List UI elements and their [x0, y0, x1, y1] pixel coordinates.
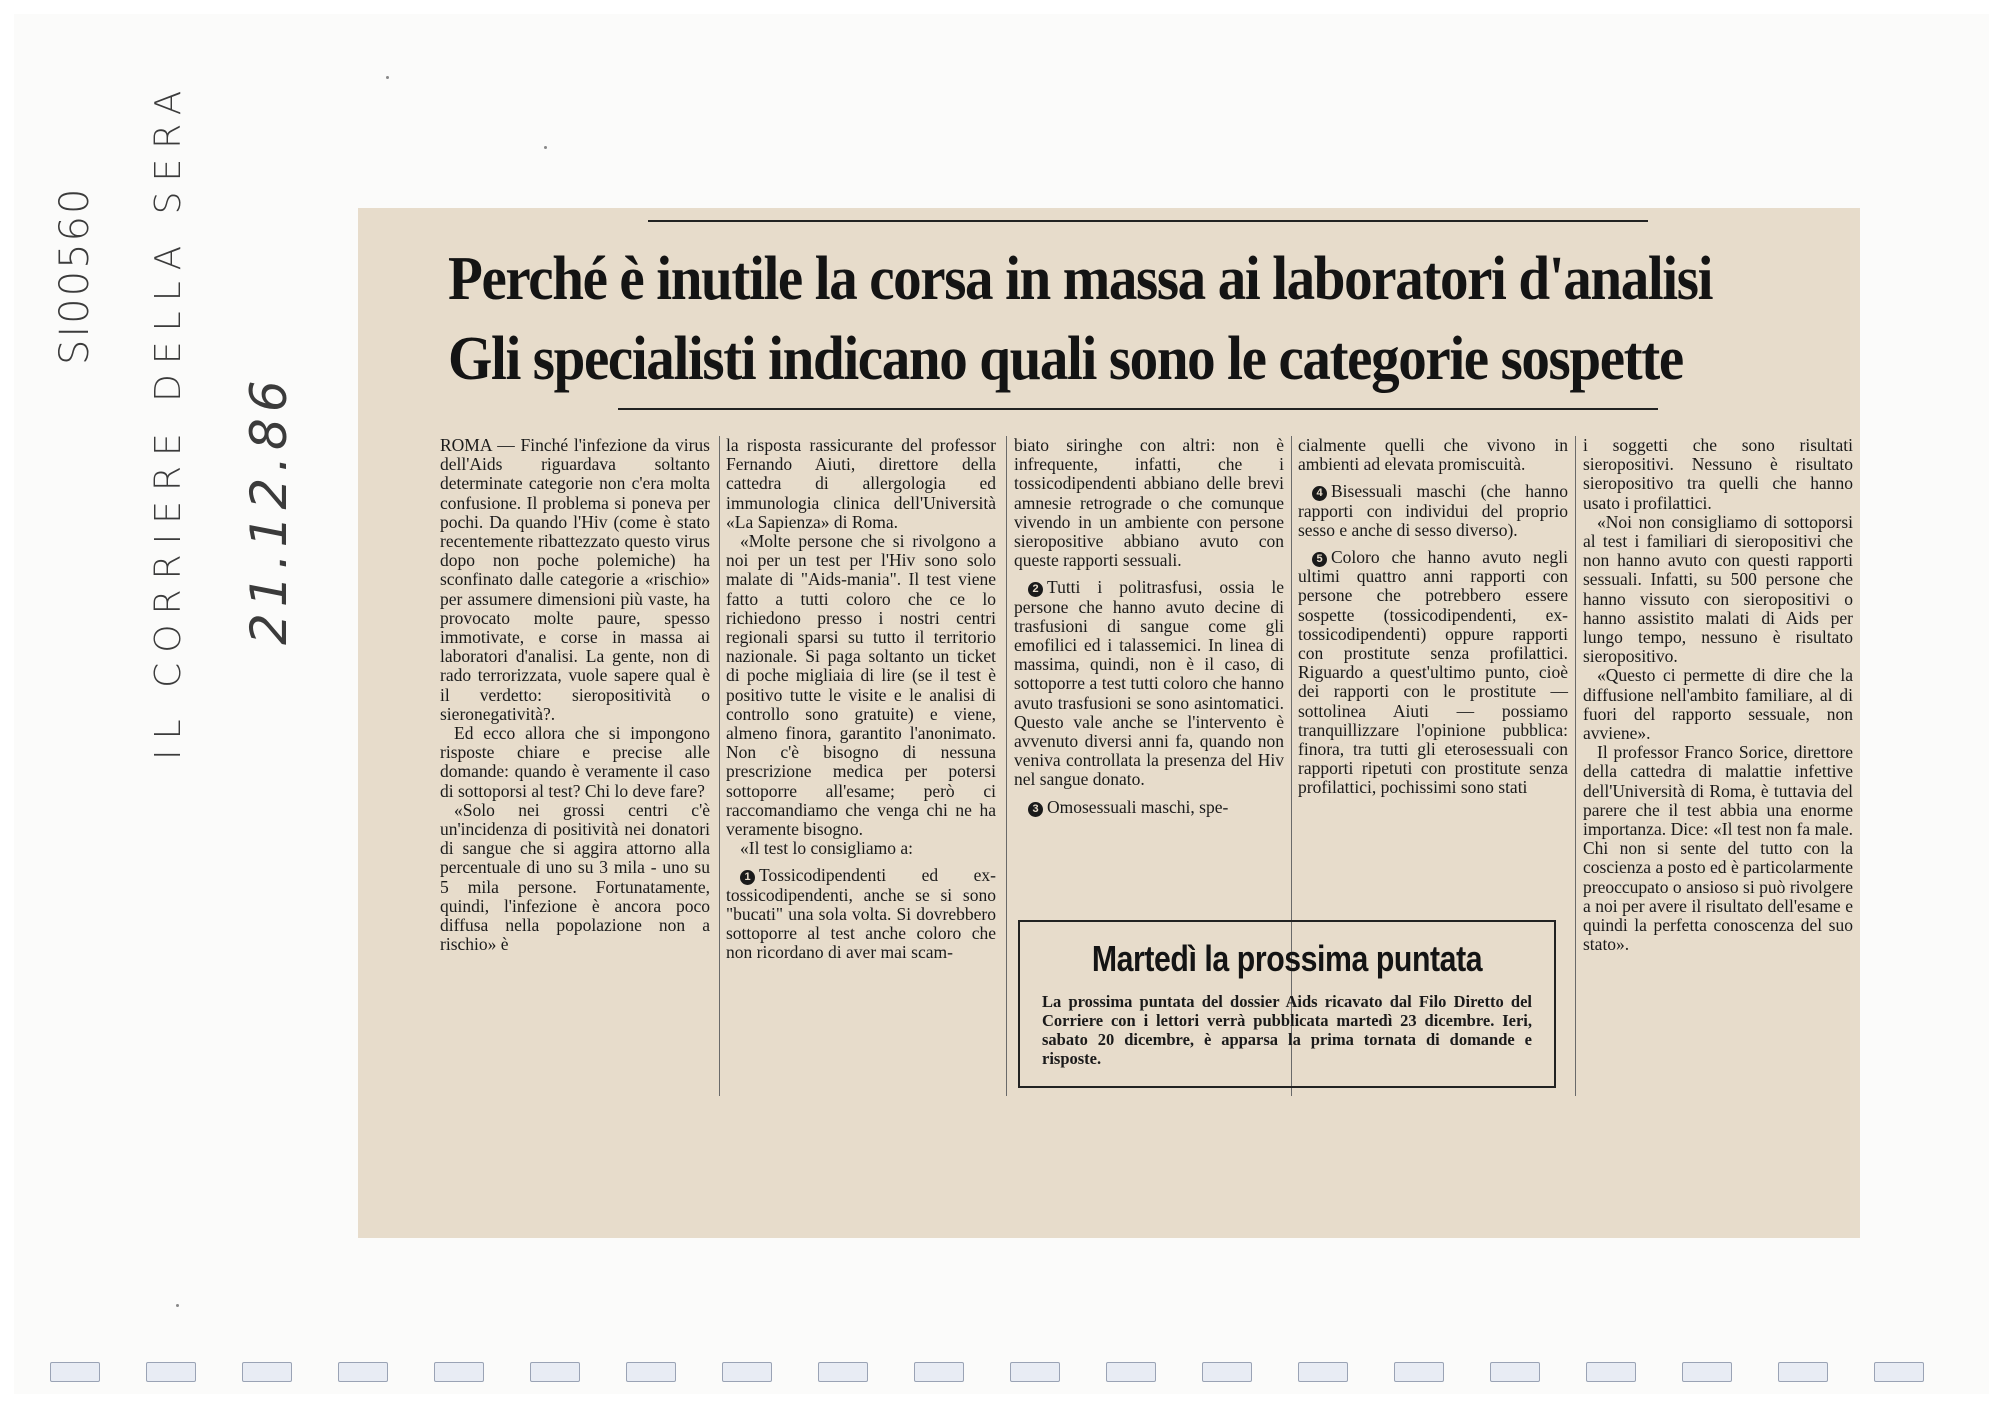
paragraph: «Il test lo consigliamo a: [740, 838, 914, 859]
binder-tab [50, 1362, 100, 1382]
paragraph: la risposta rassicurante del professor Fernando Aiuti, direttore della cattedra di allergologia ed immunologia clinica dell'Università «La Sapienza» di Roma. [726, 435, 996, 532]
number-marker: 2 [1028, 582, 1043, 597]
binder-tab [914, 1362, 964, 1382]
box-text: La prossima puntata del dossier Aids ricavato dal Filo Diretto del Corriere con i lettori verrà pubblicata martedì 23 dicembre. Ieri, sabato 20 dicembre, è apparsa la prima tornata di domande e risposte. [1042, 992, 1532, 1068]
binder-tab [626, 1362, 676, 1382]
headline-secondary: Gli specialisti indicano quali sono le categorie sospette [448, 325, 1683, 393]
speck [544, 146, 547, 149]
headline-primary: Perché è inutile la corsa in massa ai laboratori d'analisi [448, 245, 1713, 313]
column-separator [1006, 436, 1007, 1096]
binder-tab [146, 1362, 196, 1382]
paragraph: «Questo ci permette di dire che la diffusione nell'ambito familiare, al di fuori del rapporto sessuale, non avviene». [1583, 665, 1853, 744]
headline-rule [618, 408, 1658, 410]
binder-tab [1490, 1362, 1540, 1382]
binder-tab [1106, 1362, 1156, 1382]
speck [176, 1304, 179, 1307]
column-separator [1575, 436, 1576, 1096]
number-marker: 3 [1028, 802, 1043, 817]
paragraph: «Solo nei grossi centri c'è un'incidenza di positività nei donatori di sangue che si aggira attorno alla percentuale di uno su 3 mila - uno su 5 mila persone. Fortunatamente, quindi, l'infezione è ancora poco diffusa nella popolazione non a rischio» è [440, 799, 710, 955]
column-separator [719, 436, 720, 1096]
list-item-text: Coloro che hanno avuto negli ultimi quattro anni rapporti con persone che potrebbero essere sospette (tossicodipendenti, ex-tossicodipendenti) oppure rapporti con prostitute senza profilattici. Riguardo a quest'ultimo punto, cioè dei rapporti con le prostitute — sottolinea Aiuti — possiamo tranquillizzare l'opinione pubblica: finora, tra tutti gli eterosessuali con rapporti ripetuti con prostitute senza profilattici, pochissimi sono stati [1298, 547, 1568, 798]
paragraph: «Noi non consigliamo di sottoporsi al test i familiari di sieropositivi che non hanno avuto con questi rapporti sessuali. Infatti, su 500 persone che hanno vissuto con sieropositivi o hanno assistito malati di Aids per lungo tempo, nessuno è risultato sieropositivo. [1583, 511, 1853, 667]
binder-tab [1010, 1362, 1060, 1382]
list-item [1298, 548, 1568, 798]
speck [386, 76, 389, 79]
list-item [1014, 798, 1284, 817]
box-title: Martedì la prossima puntata [1091, 938, 1483, 979]
article-column-1 [440, 436, 710, 954]
date-annotation: 21.12.86 [240, 374, 298, 645]
binder-tabs [50, 1362, 1950, 1382]
article-column-5 [1583, 436, 1853, 954]
list-item-text: Tutti i politrasfusi, ossia le persone che hanno avuto decine di trasfusioni di sangue come gli emofilici ed i talassemici. In linea di massima, quindi, non è il caso, di sottoporre a test tutti coloro che hanno avuto trasfusioni se sono asintomatici. Questo vale anche se l'intervento è avvenuto diversi anni fa, quando non veniva controllata la presenza del Hiv nel sangue donato. [1014, 577, 1284, 790]
number-marker: 5 [1312, 552, 1327, 567]
binder-tab [434, 1362, 484, 1382]
list-item [726, 866, 996, 962]
newspaper-clipping [358, 208, 1860, 1238]
list-item-text: Tossicodipendenti ed ex-tossicodipendenti, anche se si sono "bucati" una sola volta. Si dovrebbero sottoporre al test anche coloro che non ricordano di aver mai scam- [726, 865, 996, 963]
binder-tab [1202, 1362, 1252, 1382]
binder-tab [818, 1362, 868, 1382]
list-item-text: Bisessuali maschi (che hanno rapporti con individui del proprio sesso e anche di sesso diverso). [1298, 481, 1568, 540]
next-episode-box [1018, 920, 1556, 1088]
number-marker: 4 [1312, 486, 1327, 501]
number-marker: 1 [740, 870, 755, 885]
binder-tab [1586, 1362, 1636, 1382]
source-annotation: IL CORRIERE DELLA SERA [148, 80, 189, 760]
paragraph: «Molte persone che si rivolgono a noi per un test per l'Hiv sono solo malate di "Aids-mania". Il test viene fatto a tutti coloro che ce lo richiedono presso i nostri centri regionali sparsi su tutto il territorio nazionale. Si paga soltanto un ticket di poche migliaia di lire (se il test è positivo tutte le visite e le analisi di controllo sono gratuite) e viene, almeno finora, garantito l'anonimato. Non c'è bisogno di nessuna prescrizione medica per potersi sottoporre all'esame; però ci raccomandiamo che venga chi ne ha veramente bisogno. [726, 531, 996, 840]
binder-tab [1682, 1362, 1732, 1382]
binder-tab [1874, 1362, 1924, 1382]
paragraph: cialmente quelli che vivono in ambienti ad elevata promiscuità. [1298, 435, 1568, 475]
binder-tab [1394, 1362, 1444, 1382]
binder-tab [1778, 1362, 1828, 1382]
top-rule [648, 220, 1648, 222]
paragraph: i soggetti che sono risultati sieropositivi. Nessuno è risultato sieropositivo tra quelli che hanno usato i profilattici. [1583, 435, 1853, 513]
list-item-text: Omosessuali maschi, spe- [1047, 796, 1229, 817]
paragraph: Ed ecco allora che si impongono risposte chiare e precise alle domande: quando è veramente il caso di sottoporsi al test? Chi lo deve fare? [440, 723, 710, 801]
article-column-4 [1298, 436, 1568, 798]
article-column-2 [726, 436, 996, 962]
paragraph: ROMA — Finché l'infezione da virus dell'Aids riguardava soltanto determinate categorie non c'era molta confusione. Il problema si poneva per pochi. Da quando l'Hiv (come è stato recentemente ribattezzato questo virus dopo non poche polemiche) ha sconfinato dalle categorie a «rischio» per assumere dimensioni più vaste, ha provocato molte paure, spesso immotivate, e corse in massa ai laboratori d'analisi. La gente, non di rado terrorizzata, vuole sapere qual è il verdetto: sieropositività o sieronegatività?. [440, 435, 710, 724]
list-item [1298, 482, 1568, 540]
archive-code: SI00560 [52, 186, 98, 365]
article-column-3 [1014, 436, 1284, 817]
binder-tab [722, 1362, 772, 1382]
paragraph: Il professor Franco Sorice, direttore della cattedra di malattie infettive dell'Università di Roma, è tuttavia del parere che il test abbia una enorme importanza. Dice: «Il test non fa male. Chi non si sente del tutto con la coscienza a posto ed è particolarmente preoccupato o ansioso si può rivolgere a noi per avere il risultato dell'esame e quindi la perfetta conoscenza del suo stato». [1583, 742, 1853, 955]
paragraph: biato siringhe con altri: non è infrequente, infatti, che i tossicodipendenti abbiano delle brevi amnesie retrograde o che comunque vivendo in un ambiente con persone sieropositive abbiano avuto con queste rapporti sessuali. [1014, 435, 1284, 571]
binder-tab [1298, 1362, 1348, 1382]
list-item [1014, 578, 1284, 789]
binder-tab [530, 1362, 580, 1382]
binder-tab [242, 1362, 292, 1382]
binder-tab [338, 1362, 388, 1382]
